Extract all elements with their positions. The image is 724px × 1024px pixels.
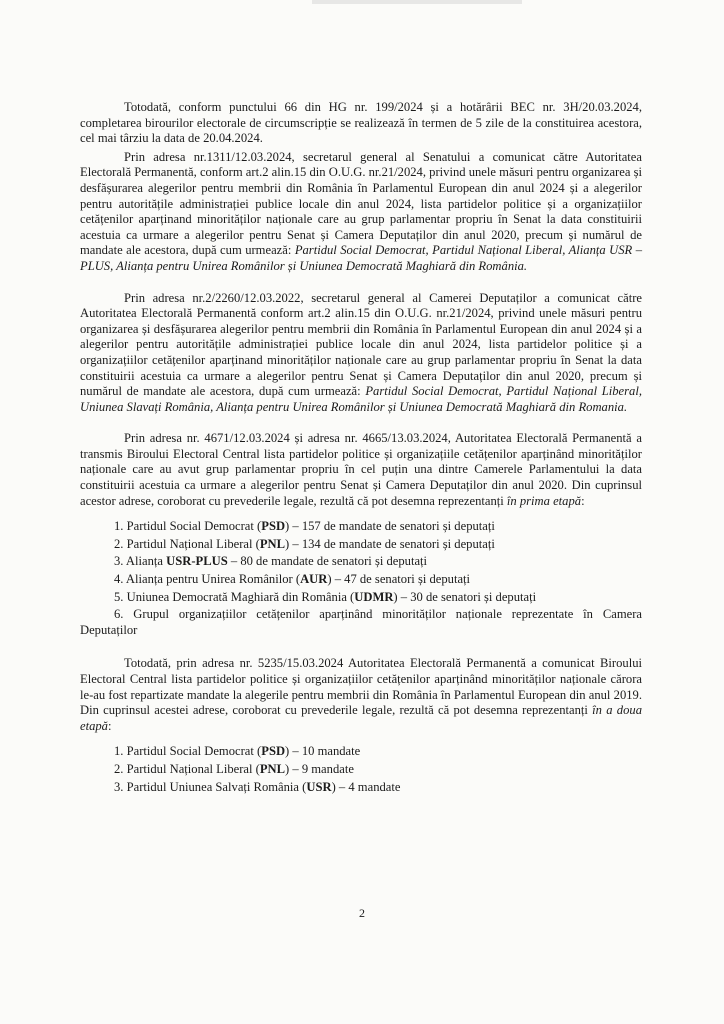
list-item: 5. Uniunea Democrată Maghiară din România (UDMR) – 30 de senatori și deputați bbox=[114, 589, 537, 604]
list-item: 3. Alianța USR-PLUS – 80 de mandate de senatori și deputați bbox=[114, 554, 428, 569]
scan-artifact bbox=[312, 0, 522, 4]
list-item: 1. Partidul Social Democrat (PSD) – 10 mandate bbox=[114, 744, 361, 759]
document-body bbox=[80, 100, 642, 797]
paragraph-completion-deadline: Totodată, conform punctului 66 din HG nr. 199/2024 și a hotărârii BEC nr. 3H/20.03.2024, completarea birourilor electorale de circumscripție se realizează în termen de 5 zile de la constituirea acestora, cel mai târziu la data de 20.04.2024. bbox=[80, 100, 642, 146]
list-item: 3. Partidul Uniunea Salvați România (USR) – 4 mandate bbox=[114, 779, 401, 794]
paragraph-aep-second-stage: Totodată, prin adresa nr. 5235/15.03.2024 Autoritatea Electorală Permanentă a comunicat Biroului Electoral Central lista partidelor politice și organizațiilor cetățenilor aparținând minorităților naționale cărora le-au fost repartizate mandate la alegerile pentru membrii din România în Parlamentul European din anul 2019. Din cuprinsul acestei adrese, coroborat cu prevederile legale, rezultă că pot desemna reprezentanți în a doua etapă: bbox=[80, 656, 642, 733]
list-item: 2. Partidul Național Liberal (PNL) – 9 mandate bbox=[114, 761, 354, 776]
first-stage-party-list bbox=[80, 519, 642, 638]
list-item: 6. Grupul organizațiilor cetățenilor aparținând minorităților naționale reprezentate în Camera Deputaților bbox=[80, 607, 642, 637]
list-item: 4. Alianța pentru Unirea Românilor (AUR) – 47 de senatori și deputați bbox=[114, 572, 471, 587]
paragraph-senate-address: Prin adresa nr.1311/12.03.2024, secretarul general al Senatului a comunicat către Autoritatea Electorală Permanentă, conform art.2 alin.15 din O.U.G. nr.21/2024, privind unele măsuri pentru organizarea și desfășurarea alegerilor pentru membrii din România în Parlamentul European din anul 2024 și a alegerilor pentru autoritățile administrației publice locale din anul 2024, lista partidelor politice și a organizațiilor cetățenilor aparținand minorităților naționale care au grup parlamentar propriu în Senat la data constituirii acestuia ca urmare a alegerilor pentru Senat și Camera Deputaților din anul 2020, precum și numărul de mandate ale acestora, după cum urmează: Partidul Social Democrat, Partidul Național Liberal, Alianța USR – PLUS, Alianța pentru Unirea Românilor și Uniunea Democrată Maghiară din România. bbox=[80, 149, 642, 273]
list-item: 1. Partidul Social Democrat (PSD) – 157 de mandate de senatori și deputați bbox=[114, 519, 495, 534]
paragraph-chamber-address: Prin adresa nr.2/2260/12.03.2022, secretarul general al Camerei Deputaților a comunicat către Autoritatea Electorală Permanentă conform art.2 alin.15 din O.U.G. nr.21/2024, privind unele măsuri pentru organizarea și desfășurarea alegerilor pentru membrii din România în Parlamentul European din anul 2024 și a alegerilor pentru autoritățile administrației publice locale din anul 2024, lista partidelor politice și a organizațiilor cetățenilor aparținand minorităților naționale care au grup parlamentar propriu în Senat la data constituirii acestuia ca urmare a alegerilor pentru Senat și Camera Deputaților din anul 2020, precum și numărul de mandate ale acestora, după cum urmează: Partidul Social Democrat, Partidul Național Liberal, Uniunea Slavați România, Alianța pentru Unirea Românilor și Uniunea Democrată Maghiară din Romania. bbox=[80, 290, 642, 414]
second-stage-party-list bbox=[80, 744, 642, 795]
page-number: 2 bbox=[359, 906, 365, 920]
list-item: 2. Partidul Național Liberal (PNL) – 134 de mandate de senatori și deputați bbox=[114, 536, 495, 551]
paragraph-aep-first-stage: Prin adresa nr. 4671/12.03.2024 și adresa nr. 4665/13.03.2024, Autoritatea Electorală Permanentă a transmis Biroului Electoral Central lista partidelor politice și organizațiile cetățenilor aparținând minorităților naționale care au avut grup parlamentar propriu în cel puțin una dintre Camerele Parlamentului la data constituirii acestuia ca urmare a alegerilor pentru Senat și Camera Deputaților din anul 2020. Din cuprinsul acestor adrese, coroborat cu prevederile legale, rezultă că pot desemna reprezentanți în prima etapă: bbox=[80, 431, 642, 508]
